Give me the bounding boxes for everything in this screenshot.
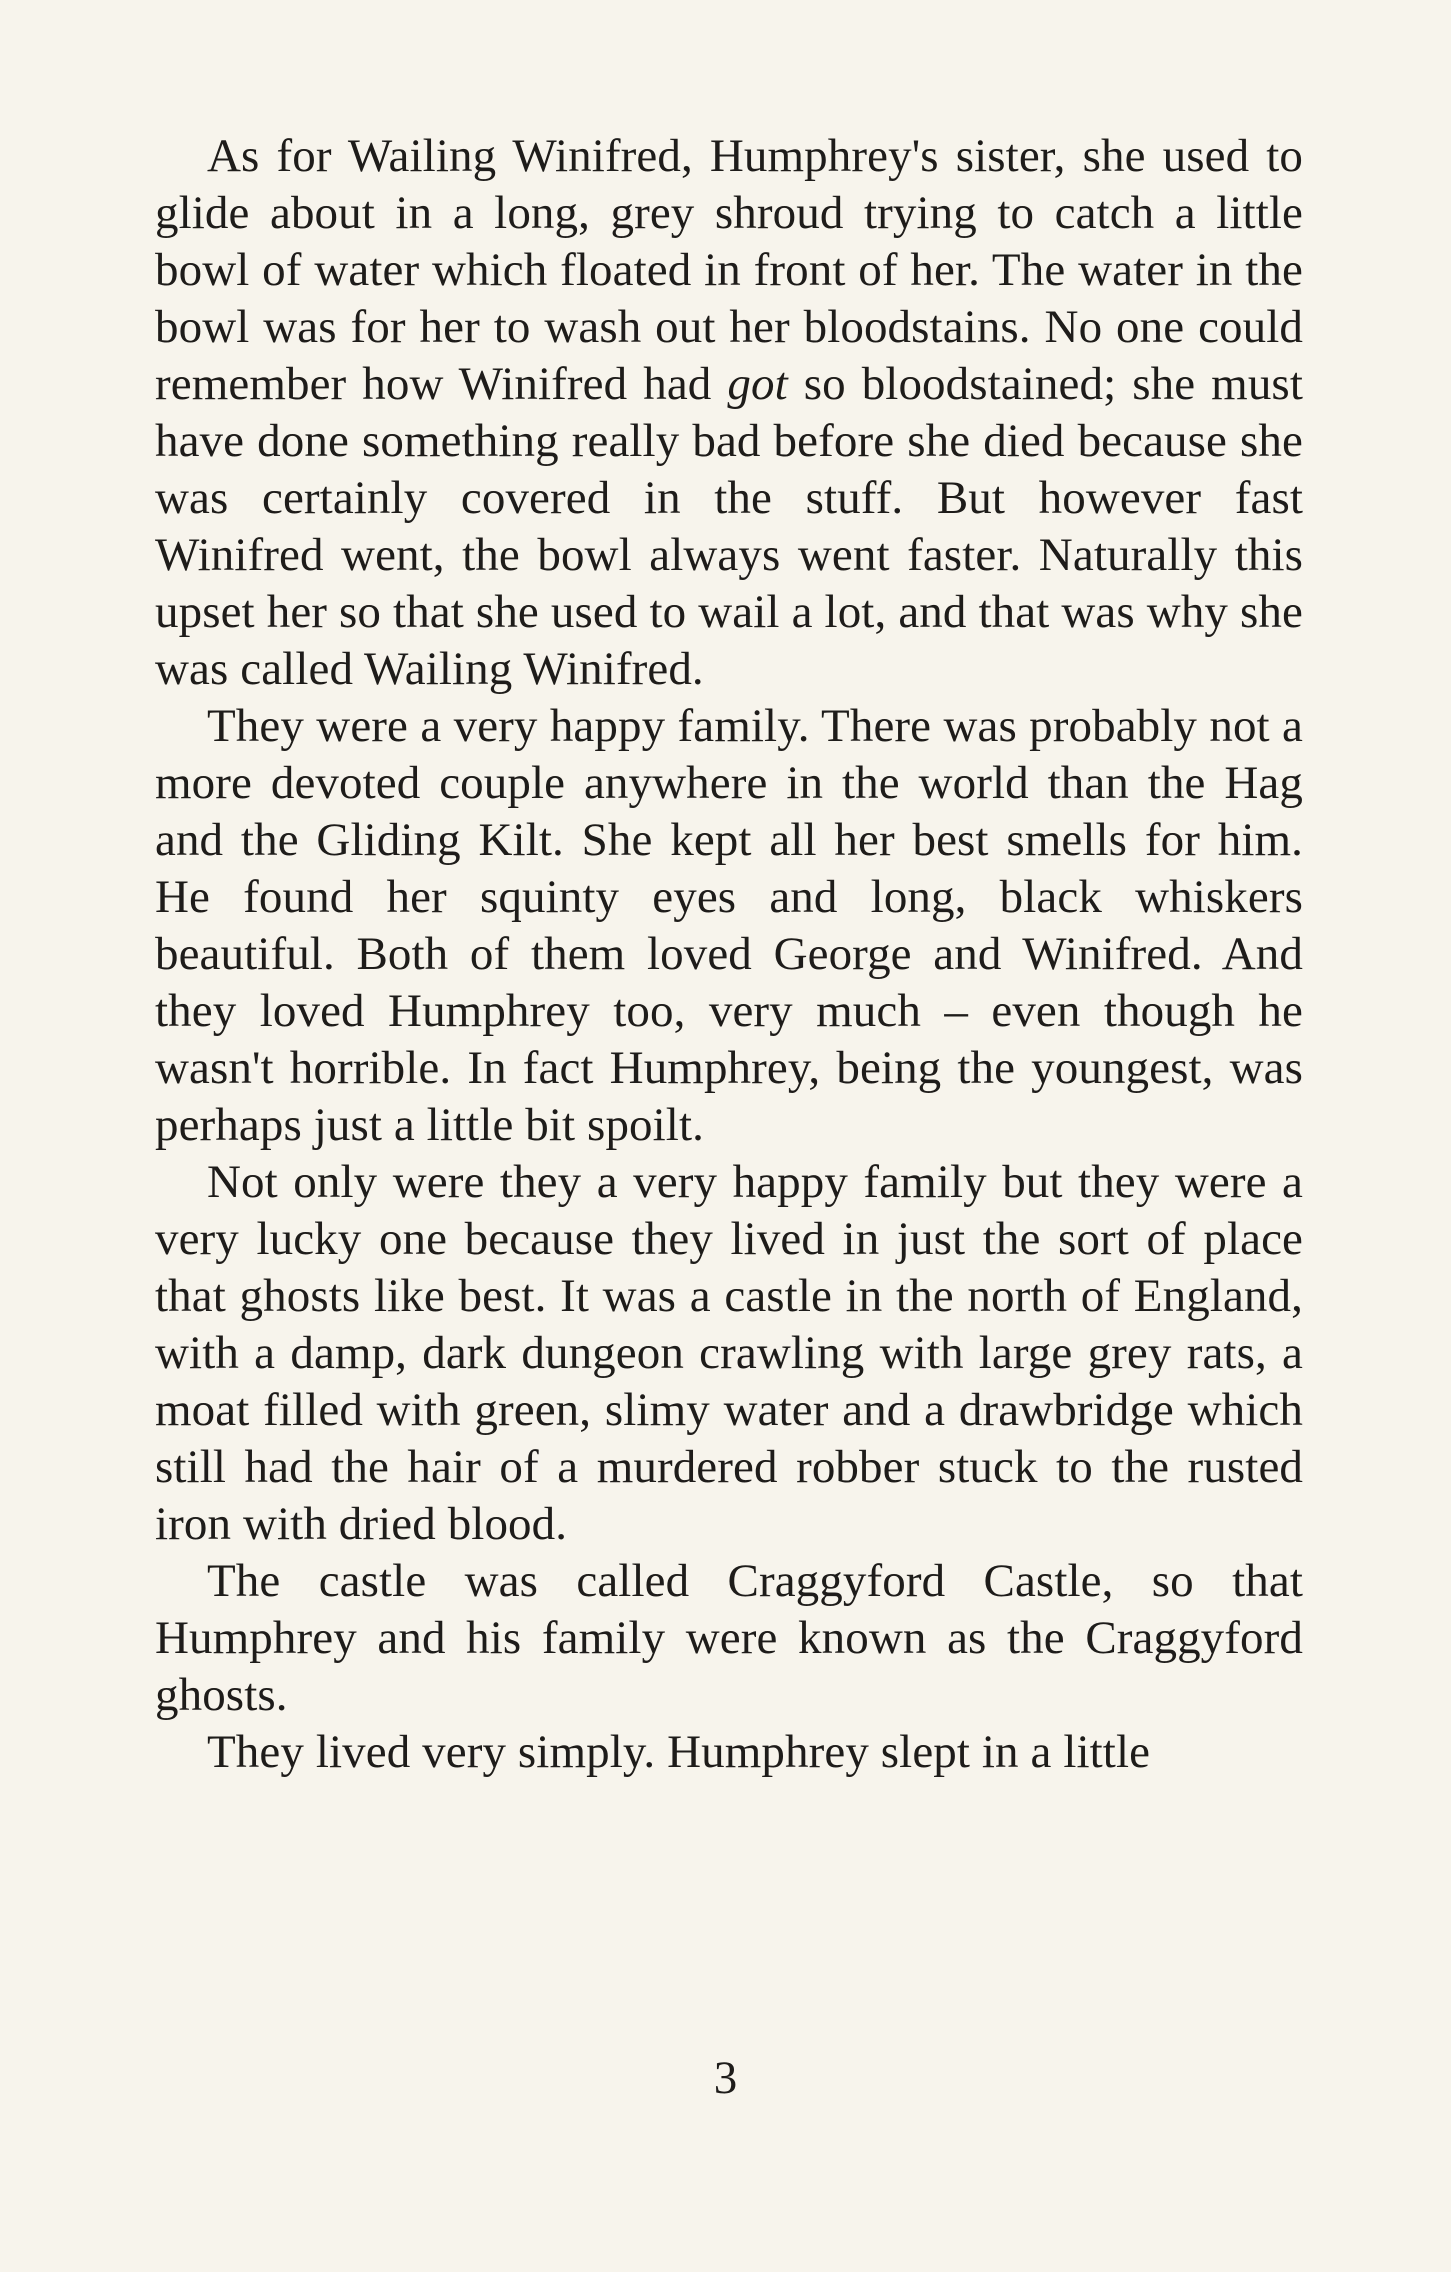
paragraph	[155, 1724, 1303, 1781]
paragraph	[155, 1154, 1303, 1553]
paragraph	[155, 698, 1303, 1154]
paragraph	[155, 128, 1303, 698]
text-run: They were a very happy family. There was probably not a more devoted couple anywhere in the world than the Hag and the Gliding Kilt. She kept all her best smells for him. He found her squinty eyes and long, black whiskers beautiful. Both of them loved George and Winifred. And they loved Humphrey too, very much – even though he wasn't horrible. In fact Humphrey, being the youngest, was perhaps just a little bit spoilt.	[155, 700, 1303, 1151]
text-run-italic: got	[727, 358, 788, 410]
page-number: 3	[713, 2052, 738, 2104]
text-run: Not only were they a very happy family but they were a very lucky one because they lived in just the sort of place that ghosts like best. It was a castle in the north of England, with a damp, dark dungeon crawling with large grey rats, a moat filled with green, slimy water and a drawbridge which still had the hair of a murdered robber stuck to the rusted iron with dried blood.	[155, 1156, 1303, 1550]
text-run: They lived very simply. Humphrey slept in a little	[207, 1726, 1151, 1778]
text-run: The castle was called Craggyford Castle, so that Humphrey and his family were known as the Craggyford ghosts.	[155, 1555, 1303, 1721]
body-text	[155, 128, 1303, 1781]
paragraph	[155, 1553, 1303, 1724]
text-run: As for Wailing Winifred, Humphrey's sister, she used to glide about in a long, grey shroud trying to catch a little bowl of water which floated in front of her. The water in the bowl was for her to wash out her bloodstains. No one could remember how Winifred had	[155, 130, 1303, 410]
text-run: so bloodstained; she must have done something really bad before she died because she was certainly covered in the stuff. But however fast Winifred went, the bowl always went faster. Naturally this upset her so that she used to wail a lot, and that was why she was called Wailing Winifred.	[155, 358, 1303, 695]
